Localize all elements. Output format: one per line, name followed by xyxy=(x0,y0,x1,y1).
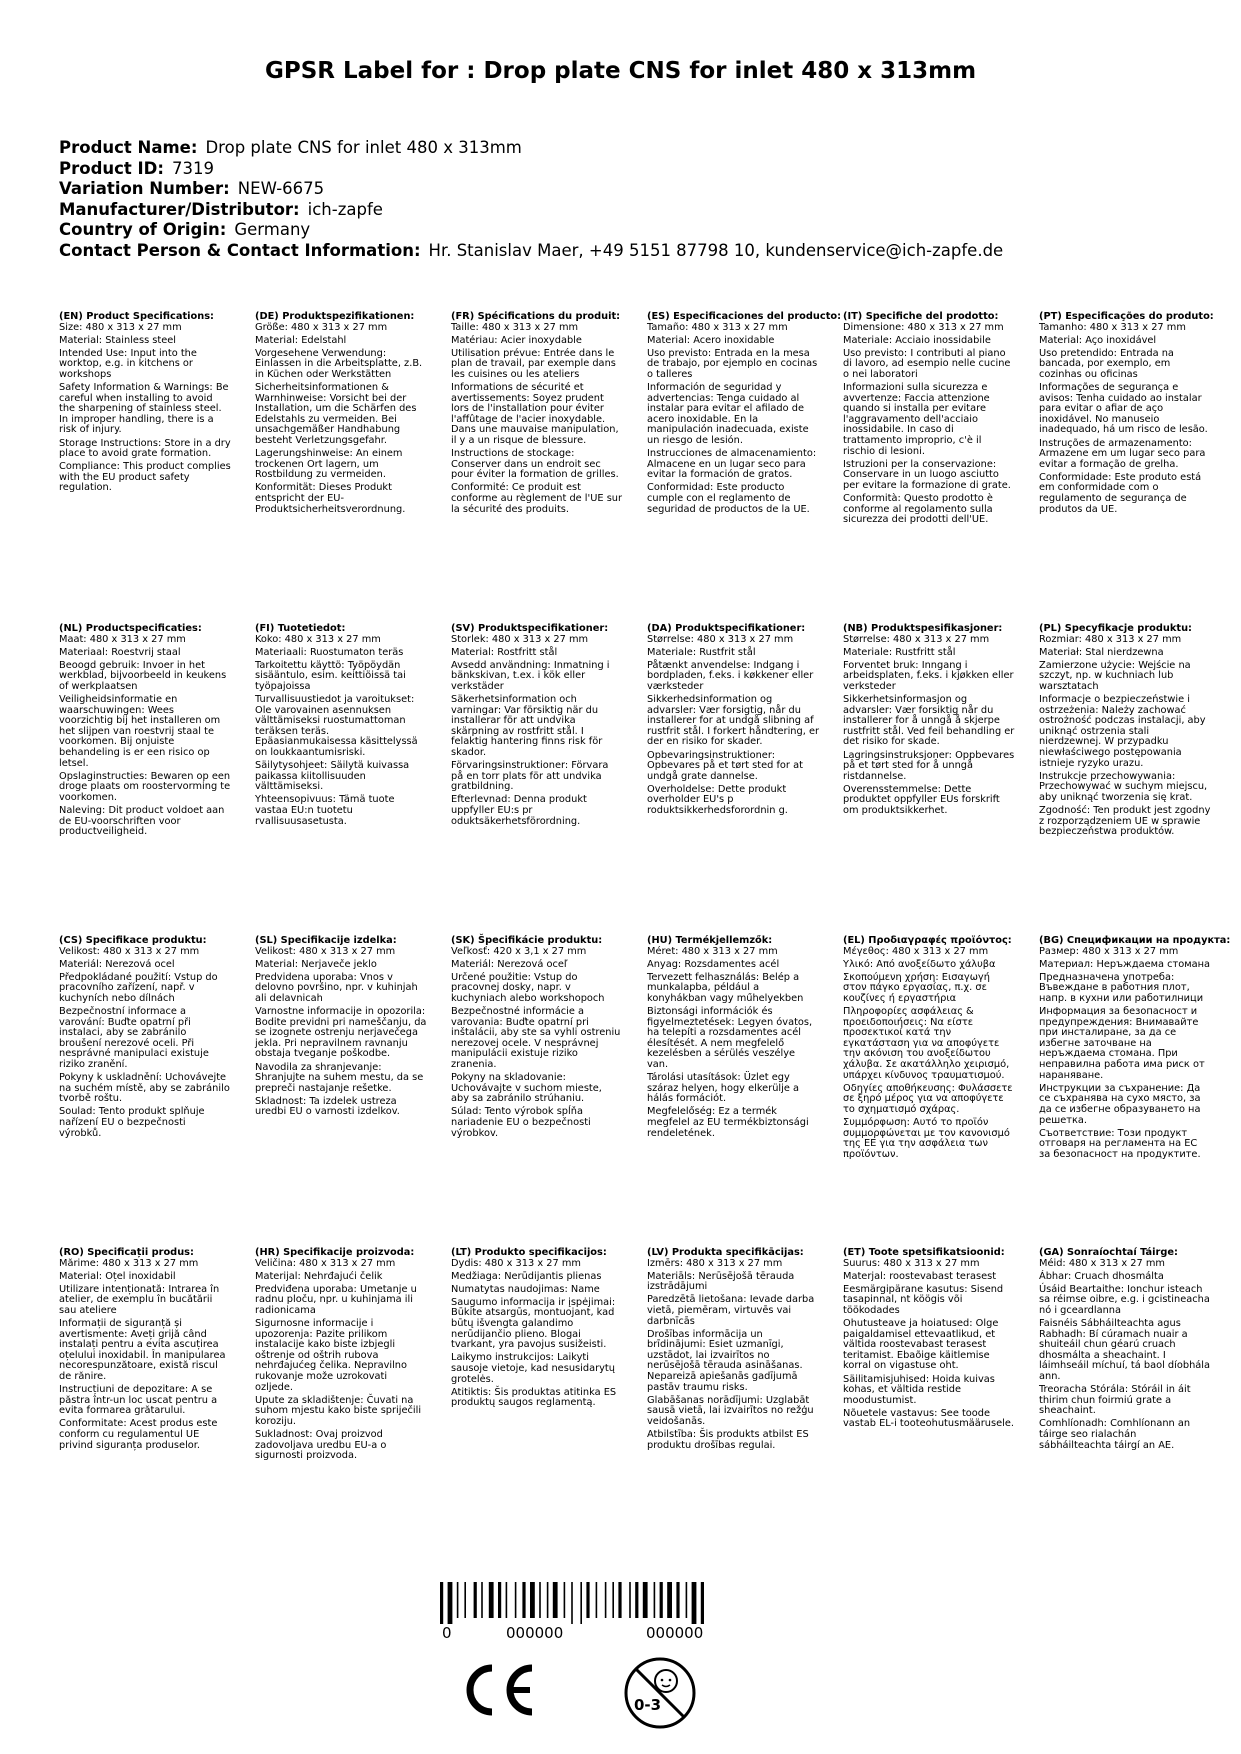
barcode-bar xyxy=(667,1582,672,1618)
spec-line: Материал: Неръждаема стомана xyxy=(1039,958,1211,970)
spec-heading: (PT) Especificações do produto: xyxy=(1039,311,1214,322)
spec-block xyxy=(255,1248,427,1464)
info-label: Product Name: xyxy=(59,138,198,157)
spec-line: Materiāls: Nerūsējošā tērauda izstrādājumi xyxy=(647,1270,795,1293)
spec-line: Πληροφορίες ασφάλειας & προειδοποιήσεις: Να είστε προσεκτικοί κατά την εγκατάσταση για να αποφύγετε την ακόνιση του ανοξείδωτου χάλυβα. Σε ακατάλληλο χειρισμό, υπάρχει κίνδυνος τραυματισμού. xyxy=(843,1006,1010,1081)
barcode-bar xyxy=(506,1582,508,1618)
spec-line: Sicherheitsinformationen & Warnhinweise: Vorsicht bei der Installation, um die Schärfen des Edelstahls zu vermeiden. Bei unsachgemäßer Handhabung besteht Verletzungsgefahr. xyxy=(255,382,417,447)
barcode-bar xyxy=(580,1582,582,1624)
spec-line: Eesmärgipärane kasutus: Sisend tasapinnal, nt köögis või töökodades xyxy=(843,1283,1004,1316)
spec-heading: (EN) Product Specifications: xyxy=(59,311,214,322)
spec-line: Съответствие: Този продукт отговаря на регламента на ЕС за безопасност на продуктите. xyxy=(1039,1127,1201,1160)
spec-line: Méret: 480 x 313 x 27 mm xyxy=(647,945,778,957)
spec-line: Instrukcje przechowywania: Przechowywać w suchym miejscu, aby uniknąć tworzenia się krat. xyxy=(1039,770,1208,803)
barcode-bar xyxy=(612,1582,614,1618)
info-row-product-id xyxy=(59,159,1003,180)
spec-block xyxy=(647,311,842,518)
spec-line: Инструкции за съхранение: Да се съхранява на сухо място, за да се избегне образуването на решетка. xyxy=(1039,1082,1201,1126)
barcode-bar xyxy=(660,1582,663,1618)
spec-line: Σκοπούμενη χρήση: Εισαγωγή στον πάγκο εργασίας, π.χ. σε κουζίνες ή εργαστήρια xyxy=(843,971,990,1004)
spec-line: Size: 480 x 313 x 27 mm xyxy=(59,321,182,333)
spec-line: Größe: 480 x 313 x 27 mm xyxy=(255,321,388,333)
spec-line: Tarkoitettu käyttö: Työpöydän sisääntulo, esim. keittiöissä tai työpajoissa xyxy=(255,659,406,692)
spec-block xyxy=(59,624,231,840)
spec-line: Informations de sécurité et avertissements: Soyez prudent lors de l'installation pour éviter l'affûtage de l'acier inoxydable. Dans une mauvaise manipulation, il y a un risque de blessure. xyxy=(451,382,619,447)
spec-line: Instructions de stockage: Conserver dans un endroit sec pour éviter la formation de grilles. xyxy=(451,448,619,481)
barcode-bar xyxy=(530,1582,535,1618)
spec-line: Veličina: 480 x 313 x 27 mm xyxy=(255,1257,396,1269)
spec-line: Säilytysohjeet: Säilytä kuivassa paikassa kiitollisuuden välttämiseksi. xyxy=(255,760,410,793)
spec-line: Μέγεθος: 480 x 313 x 27 mm xyxy=(843,945,989,957)
spec-line: Safety Information & Warnings: Be careful when installing to avoid the sharpening of stainless steel. In improper handling, there is a risk of injury. xyxy=(59,382,229,436)
barcode-bar xyxy=(586,1582,589,1618)
spec-heading: (BG) Спецификации на продукта: xyxy=(1039,935,1231,946)
spec-line: Materijal: Nehrđajući čelik xyxy=(255,1270,383,1282)
spec-line: Zamierzone użycie: Wejście na szczyt, np. w kuchniach lub warsztatach xyxy=(1039,659,1191,692)
spec-block xyxy=(1039,935,1231,1163)
spec-line: Material: Acero inoxidable xyxy=(647,334,775,346)
barcode-bar xyxy=(457,1582,459,1618)
spec-block xyxy=(451,1248,623,1411)
spec-block xyxy=(451,312,623,518)
spec-line: Soulad: Tento produkt splňuje nařízení EU o bezpečnosti výrobků. xyxy=(59,1106,205,1139)
spec-line: Tamanho: 480 x 313 x 27 mm xyxy=(1039,321,1186,333)
barcode-bar xyxy=(448,1582,453,1624)
spec-line: Uso pretendido: Entrada na bancada, por exemplo, em cozinhas ou oficinas xyxy=(1039,347,1174,380)
age-label: 0-3 xyxy=(634,1696,662,1714)
spec-line: Informacje o bezpieczeństwie i ostrzeżenia: Należy zachować ostrożność podczas instalacji, aby uniknąć ostrzenia stali nierdzewnej. W przypadku niewłaściwego postępowania istnieje ryzyko urazu. xyxy=(1039,694,1206,769)
spec-line: Comhlíonadh: Comhlíonann an táirge seo rialachán sábháilteachta táirgí an AE. xyxy=(1039,1418,1191,1451)
spec-line: Zgodność: Ten produkt jest zgodny z rozporządzeniem UE w sprawie bezpieczeństwa produktów. xyxy=(1039,805,1211,838)
spec-line: Συμμόρφωση: Αυτό το προϊόν συμμορφώνεται με τον κανονισμό της ΕΕ για την ασφάλεια των προϊόντων. xyxy=(843,1117,1010,1160)
barcode-bar xyxy=(489,1582,494,1618)
spec-line: Размер: 480 x 313 x 27 mm xyxy=(1039,945,1179,957)
spec-line: Atbilstība: Šis produkts atbilst ES produktu drošības regulai. xyxy=(647,1429,809,1451)
info-value: Drop plate CNS for inlet 480 x 313mm xyxy=(205,138,522,157)
spec-line: Materjal: roostevabast terasest xyxy=(843,1270,997,1282)
spec-line: Sigurnosne informacije i upozorenja: Pazite prilikom instalacije kako biste izbjegli oštrenje od oštrih rubova nehrđajućeg čelika. Nepravilno rukovanje može uzrokovati ozljede. xyxy=(255,1318,408,1393)
spec-line: Förvaringsinstruktioner: Förvara på en torr plats för att undvika gratbildning. xyxy=(451,760,609,793)
spec-line: Matériau: Acier inoxydable xyxy=(451,334,582,346)
spec-line: Beoogd gebruik: Invoer in het werkblad, bijvoorbeeld in keukens of werkplaatsen xyxy=(59,659,227,692)
spec-line: Conformité: Ce produit est conforme au règlement de l'UE sur la sécurité des produits. xyxy=(451,482,623,515)
info-value: NEW-6675 xyxy=(237,179,325,198)
barcode-bar xyxy=(571,1582,573,1624)
spec-line: Informații de siguranță și avertismente: Aveți grijă când instalați pentru a evita ascuțirea oțelului inoxidabil. În manipularea necorespunzătoare, există riscul de rănire. xyxy=(59,1318,226,1383)
spec-heading: (LT) Produkto specifikacijos: xyxy=(451,1247,607,1258)
spec-line: Predviđena uporaba: Umetanje u radnu ploču, npr. u kuhinjama ili radionicama xyxy=(255,1283,417,1316)
barcode-bar xyxy=(618,1582,621,1618)
spec-line: Информация за безопасност и предупреждения: Внимавайте при инсталиране, за да се избегне заточване на неръждаема стомана. При неправилна работа има риск от нараняване. xyxy=(1039,1006,1205,1081)
spec-line: Informazioni sulla sicurezza e avvertenze: Faccia attenzione quando si installa per evitare l'aggravamento dell'acciaio inossidabile. In caso di trattamento improprio, c'è il rischio di lesioni. xyxy=(843,382,990,457)
barcode-bar xyxy=(547,1582,549,1618)
info-label: Manufacturer/Distributor: xyxy=(59,199,300,219)
spec-block xyxy=(451,624,623,830)
spec-line: Material: Oțel inoxidabil xyxy=(59,1270,176,1282)
barcode xyxy=(438,1582,768,1624)
spec-line: Veiligheidsinformatie en waarschuwingen: Wees voorzichtig bij het installeren om het slijpen van roestvrij staal te voorkomen. Bij onjuiste behandeling is er een risico op letsel. xyxy=(59,694,221,769)
spec-line: Saugumo informacija ir įspėjimai: Būkite atsargūs, montuojant, kad būtų išvengta galandimo nerūdijančio plieno. Blogai tvarkant, yra pavojus susižeisti. xyxy=(451,1296,616,1351)
spec-line: Dydis: 480 x 313 x 27 mm xyxy=(451,1257,581,1269)
spec-line: Predvidena uporaba: Vnos v delovno površino, npr. v kuhinjah ali delavnicah xyxy=(255,971,418,1004)
info-label: Country of Origin: xyxy=(59,220,227,239)
barcode-bar xyxy=(654,1582,656,1618)
spec-block xyxy=(59,936,231,1142)
spec-line: Suurus: 480 x 313 x 27 mm xyxy=(843,1257,980,1269)
spec-line: Materiale: Rustfrit stål xyxy=(647,646,756,658)
product-info xyxy=(59,138,1003,261)
spec-block xyxy=(59,1248,231,1454)
spec-line: Numatytas naudojimas: Name xyxy=(451,1283,600,1295)
info-value: ich-zapfe xyxy=(307,199,383,219)
spec-line: Úsáid Beartaithe: Ionchur isteach sa réimse oibre, e.g. i gcistineacha nó i gceardlanna xyxy=(1039,1283,1210,1316)
spec-line: Glabāšanas norādījumi: Uzglabāt sausā vietā, lai izvairītos no režģu veidošanās. xyxy=(647,1394,814,1427)
spec-line: Påtænkt anvendelse: Indgang i bordpladen, f.eks. i køkkener eller værksteder xyxy=(647,659,814,692)
spec-line: Materiale: Acciaio inossidabile xyxy=(843,334,991,346)
spec-line: Faisnéis Sábháilteachta agus Rabhadh: Bí cúramach nuair a shuiteáil chun géarú cruach dhosmálta a sheachaint. I láimhseáil míchuí, tá baol díobhála ann. xyxy=(1039,1318,1211,1383)
spec-line: Méid: 480 x 313 x 27 mm xyxy=(1039,1257,1165,1269)
spec-block xyxy=(59,312,231,497)
barcode-bar xyxy=(564,1582,566,1618)
spec-line: Overholdelse: Dette produkt overholder EU's p roduktsikkerhedsforordnin g. xyxy=(647,783,788,816)
spec-block xyxy=(1039,624,1211,840)
spec-line: Koko: 480 x 313 x 27 mm xyxy=(255,633,381,645)
spec-heading: (RO) Specificații produs: xyxy=(59,1247,194,1258)
spec-line: Turvallisuustiedot ja varoitukset: Ole varovainen asennuksen välttämiseksi ruostumattoman teräksen teräs. Epäasianmukaisessa käsittelyssä on loukkaantumisriski. xyxy=(255,694,418,759)
spec-heading: (SL) Specifikacije izdelka: xyxy=(255,935,397,946)
barcode-bar xyxy=(464,1582,466,1618)
spec-line: Pokyny k uskladnění: Uchovávejte na suchém místě, aby se zabránilo tvorbě roštu. xyxy=(59,1072,230,1105)
info-value: Hr. Stanislav Maer, +49 5151 87798 10, kundenservice@ich-zapfe.de xyxy=(428,240,1004,260)
spec-line: Biztonsági információk és figyelmeztetések: Legyen óvatos, ha telepíti a rozsdamentes acél élesítését. A nem megfelelő kezelésben a sérülés veszélye van. xyxy=(647,1006,813,1071)
spec-line: Atitiktis: Šis produktas atitinka ES produktų saugos reglamentą. xyxy=(451,1386,617,1409)
spec-heading: (NB) Produktspesifikasjoner: xyxy=(843,623,1003,634)
spec-heading: (FI) Tuotetiedot: xyxy=(255,623,346,634)
spec-line: Conformità: Questo prodotto è conforme al regolamento sulla sicurezza dei prodotti dell'UE. xyxy=(843,493,993,526)
page-title: GPSR Label for : Drop plate CNS for inlet 480 x 313mm xyxy=(264,58,977,84)
barcode-bar xyxy=(440,1582,443,1624)
spec-heading: (ET) Toote spetsifikatsioonid: xyxy=(843,1247,1005,1258)
spec-line: Información de seguridad y advertencias: Tenga cuidado al instalar para evitar el afilado de acero inoxidable. En la manipulación inadecuada, existe un riesgo de lesión. xyxy=(647,382,809,447)
spec-line: Lagringsinstruksjoner: Oppbevares på et tørt sted for å unngå ristdannelse. xyxy=(843,749,1015,782)
spec-line: Navodila za shranjevanje: Shranjujte na suhem mestu, da se prepreči nastajanje rešetke. xyxy=(255,1061,424,1094)
barcode-number-mid: 000000 xyxy=(506,1624,564,1642)
spec-line: Předpokládané použití: Vstup do pracovního zařízení, např. v kuchyních nebo dílnách xyxy=(59,971,218,1004)
spec-line: Materiał: Stal nierdzewna xyxy=(1039,646,1164,658)
spec-block xyxy=(1039,1248,1211,1454)
spec-line: Størrelse: 480 x 313 x 27 mm xyxy=(843,633,990,645)
spec-block xyxy=(255,936,427,1121)
spec-line: Efterlevnad: Denna produkt uppfyller EU:s pr oduktsäkerhetsförordning. xyxy=(451,794,587,827)
spec-line: Skladnost: Ta izdelek ustreza uredbi EU o varnosti izdelkov. xyxy=(255,1095,400,1118)
spec-block xyxy=(255,312,427,518)
spec-line: Materiaali: Ruostumaton teräs xyxy=(255,646,404,658)
info-row-product-name xyxy=(59,138,1003,159)
spec-heading: (NL) Productspecificaties: xyxy=(59,623,202,634)
barcode-bar xyxy=(481,1582,483,1618)
spec-line: Ábhar: Cruach dhosmálta xyxy=(1039,1270,1164,1282)
spec-line: Vorgesehene Verwendung: Einlassen in die Arbeitsplatte, z.B. in Küchen oder Werkstätten xyxy=(255,347,423,380)
spec-line: Maat: 480 x 313 x 27 mm xyxy=(59,633,186,645)
spec-line: Avsedd användning: Inmatning i bänkskivan, t.ex. i kök eller verkstäder xyxy=(451,659,610,692)
spec-line: Instruções de armazenamento: Armazene em um lugar seco para evitar a formação de grelha. xyxy=(1039,437,1206,470)
spec-line: Storlek: 480 x 313 x 27 mm xyxy=(451,633,589,645)
spec-heading: (SK) Špecifikácie produktu: xyxy=(451,935,603,946)
spec-line: Rozmiar: 480 x 313 x 27 mm xyxy=(1039,633,1182,645)
spec-line: Säkerhetsinformation och varningar: Var försiktig när du installerar för att undvika skärpning av rostfritt stål. I felaktig hantering finns risk för skador. xyxy=(451,694,603,759)
spec-heading: (DE) Produktspezifikationen: xyxy=(255,311,415,322)
info-label: Variation Number: xyxy=(59,179,230,198)
info-label: Product ID: xyxy=(59,158,164,178)
barcode-bar xyxy=(515,1582,517,1618)
spec-line: Conformidade: Este produto está em conformidade com o regulamento de segurança de produtos da UE. xyxy=(1039,471,1202,515)
spec-block xyxy=(647,1248,819,1454)
info-row-country xyxy=(59,220,1003,241)
spec-heading: (HU) Termékjellemzők: xyxy=(647,935,773,946)
spec-line: Sikkerhetsinformasjon og advarsler: Vær forsiktig når du installerer for å unngå å skjerpe rustfritt stål. Ved feil behandling er det risiko for skade. xyxy=(843,694,1015,748)
spec-line: Ohutusteave ja hoiatused: Olge paigaldamisel ettevaatlikud, et vältida roostevabast terasest teritamist. Ebaõige käitlemise korral on vigastuse oht. xyxy=(843,1318,999,1372)
spec-line: Informações de segurança e avisos: Tenha cuidado ao instalar para evitar o afiar de aço inoxidável. No manuseio inadequado, há um risco de lesão. xyxy=(1039,382,1208,436)
spec-line: Konformität: Dieses Produkt entspricht der EU-Produktsicherheitsverordnung. xyxy=(255,482,406,515)
spec-line: Material: Stainless steel xyxy=(59,334,177,346)
spec-line: Varnostne informacije in opozorila: Bodite previdni pri nameščanju, da se izognete ostrenju nerjavečega jekla. Pri nepravilnem ravnanju obstaja tveganje poškodbe. xyxy=(255,1006,427,1060)
spec-line: Material: Nerjaveče jeklo xyxy=(255,958,377,970)
spec-line: Materiál: Nerezová ocel xyxy=(59,958,175,970)
spec-line: Uso previsto: Entrada en la mesa de trabajo, por ejemplo en cocinas o talleres xyxy=(647,347,818,380)
spec-line: Compliance: This product complies with the EU product safety regulation. xyxy=(59,461,231,494)
spec-line: Lagerungshinweise: An einem trockenen Ort lagern, um Rostbildung zu vermeiden. xyxy=(255,448,403,481)
spec-block xyxy=(647,624,819,819)
barcode-bar xyxy=(553,1582,558,1618)
barcode-bar xyxy=(605,1582,607,1618)
info-row-contact xyxy=(59,241,1003,262)
spec-line: Opbevaringsinstruktioner: Opbevares på et tørt sted for at undgå grate dannelse. xyxy=(647,749,803,782)
spec-line: Mărime: 480 x 313 x 27 mm xyxy=(59,1257,199,1269)
spec-line: Súlad: Tento výrobok spĺňa nariadenie EU o bezpečnosti výrobkov. xyxy=(451,1106,591,1139)
spec-line: Určené použitie: Vstup do pracovnej dosky, napr. v kuchyniach alebo workshopoch xyxy=(451,971,605,1004)
spec-line: Laikymo instrukcijos: Laikyti sausoje vietoje, kad nesusidarytų grotelės. xyxy=(451,1352,615,1385)
spec-line: Yhteensopivuus: Tämä tuote vastaa EU:n tuotetu rvallisuusasetusta. xyxy=(255,794,395,827)
spec-block xyxy=(843,312,1015,528)
barcode-bar xyxy=(635,1582,638,1618)
spec-heading: (GA) Sonraíochtaí Táirge: xyxy=(1039,1247,1178,1258)
spec-block xyxy=(647,936,819,1142)
spec-line: Instrucciones de almacenamiento: Almacene en un lugar seco para evitar la formación de gratos. xyxy=(647,448,817,481)
spec-line: Materiaal: Roestvrij staal xyxy=(59,646,181,658)
spec-line: Medžiaga: Nerūdijantis plienas xyxy=(451,1270,602,1282)
spec-line: Υλικό: Από ανοξείδωτο χάλυβα xyxy=(843,958,996,970)
spec-line: Forventet bruk: Inngang i arbeidsplaten, f.eks. i kjøkken eller verksteder xyxy=(843,659,1014,692)
barcode-bar xyxy=(596,1582,598,1618)
spec-line: Uso previsto: I contributi al piano di lavoro, ad esempio nelle cucine o nei laboratori xyxy=(843,347,1011,380)
spec-line: Bezpečnostní informace a varování: Buďte opatrní při instalaci, aby se zabránilo broušení nerezové oceli. Při nesprávné manipulaci existuje riziko zranění. xyxy=(59,1006,209,1071)
spec-line: Upute za skladištenje: Čuvati na suhom mjestu kako biste spriječili koroziju. xyxy=(255,1394,422,1427)
spec-line: Οδηγίες αποθήκευσης: Φυλάσσετε σε ξηρό μέρος για να αποφύγετε το σχηματισμό σχάρας. xyxy=(843,1082,1013,1115)
spec-line: Intended Use: Input into the worktop, e.g. in kitchens or workshops xyxy=(59,347,197,380)
info-row-manufacturer xyxy=(59,200,1003,221)
barcode-number-right: 000000 xyxy=(646,1624,704,1642)
spec-line: Materiál: Nerezová oceľ xyxy=(451,958,568,970)
spec-line: Conformitate: Acest produs este conform cu regulamentul UE privind siguranța produselor. xyxy=(59,1418,218,1451)
spec-line: Conformidad: Este producto cumple con el reglamento de seguridad de productos de la UE. xyxy=(647,482,810,515)
spec-block xyxy=(843,624,1015,819)
spec-line: Utilizare intenționată: Intrarea în atelier, de exemplu în bucătării sau ateliere xyxy=(59,1283,220,1316)
info-value: Germany xyxy=(234,220,311,239)
spec-heading: (EL) Προδιαγραφές προϊόντος: xyxy=(843,935,1012,946)
spec-heading: (PL) Specyfikacje produktu: xyxy=(1039,623,1192,634)
barcode-bar xyxy=(474,1582,477,1618)
spec-heading: (HR) Specifikacije proizvoda: xyxy=(255,1247,415,1258)
spec-line: Nõuetele vastavus: See toode vastab EL-i tooteohutusmäärusele. xyxy=(843,1407,1014,1430)
spec-line: Tárolási utasítások: Üzlet egy száraz helyen, hogy elkerülje a hálás formációt. xyxy=(647,1072,800,1105)
spec-line: Opslaginstructies: Bewaren op een droge plaats om roostervorming te voorkomen. xyxy=(59,770,231,803)
spec-line: Taille: 480 x 313 x 27 mm xyxy=(451,321,579,333)
spec-heading: (SV) Produktspecifikationer: xyxy=(451,623,609,634)
barcode-bar xyxy=(701,1582,704,1624)
barcode-bar xyxy=(522,1582,525,1618)
spec-heading: (ES) Especificaciones del producto: xyxy=(647,311,842,322)
barcode-number-left: 0 xyxy=(442,1624,452,1642)
spec-line: Sukladnost: Ovaj proizvod zadovoljava uredbu EU-a o sigurnosti proizvoda. xyxy=(255,1429,387,1462)
spec-block xyxy=(843,1248,1015,1433)
spec-line: Overensstemmelse: Dette produktet oppfyller EUs forskrift om produktsikkerhet. xyxy=(843,783,1000,816)
spec-line: Dimensione: 480 x 313 x 27 mm xyxy=(843,321,1004,333)
spec-heading: (DA) Produktspecifikationer: xyxy=(647,623,806,634)
barcode-bar xyxy=(686,1582,688,1618)
spec-line: Предназначена употреба: Въвеждане в работния плот, напр. в кухни или работилници xyxy=(1039,971,1204,1004)
spec-line: Megfelelőség: Ez a termék megfelel az EU termékbiztonsági rendeletének. xyxy=(647,1106,809,1139)
spec-line: Sikkerhedsinformation og advarsler: Vær forsigtig, når du installerer for at undgå slibning af rustfrit stål. I forkert håndtering, er der en risiko for skader. xyxy=(647,694,820,748)
spec-line: Säilitamisjuhised: Hoida kuivas kohas, et vältida restide moodustumist. xyxy=(843,1373,995,1406)
spec-line: Izmērs: 480 x 313 x 27 mm xyxy=(647,1257,783,1269)
info-row-variation-number xyxy=(59,179,1003,200)
spec-line: Bezpečnostné informácie a varovania: Buďte opatrní pri inštalácii, aby ste sa vyhli ostreniu nerezovej ocele. V nesprávnej manipulácii existuje riziko zranenia. xyxy=(451,1006,621,1071)
age-warning-0-3-icon xyxy=(622,1655,698,1731)
spec-line: Anyag: Rozsdamentes acél xyxy=(647,958,780,970)
spec-heading: (LV) Produkta specifikācijas: xyxy=(647,1247,804,1258)
spec-block xyxy=(451,936,623,1142)
spec-heading: (FR) Spécifications du produit: xyxy=(451,311,621,322)
spec-line: Material: Edelstahl xyxy=(255,334,347,346)
spec-line: Naleving: Dit product voldoet aan de EU-voorschriften voor productveiligheid. xyxy=(59,805,225,838)
spec-line: Drošības informācija un brīdinājumi: Esiet uzmanīgi, uzstādot, lai izvairītos no nerūsējošā tērauda asināšanas. Nepareizā apiešanās gadījumā pastāv traumu risks. xyxy=(647,1328,803,1393)
info-value: 7319 xyxy=(171,158,214,178)
barcode-bar xyxy=(539,1582,541,1618)
spec-line: Størrelse: 480 x 313 x 27 mm xyxy=(647,633,794,645)
spec-line: Pokyny na skladovanie: Uchovávajte v suchom mieste, aby sa zabránilo strúhaniu. xyxy=(451,1072,602,1105)
barcode-bar xyxy=(643,1582,648,1618)
spec-block xyxy=(843,936,1015,1163)
barcode-bar xyxy=(498,1582,501,1618)
spec-block xyxy=(255,624,427,830)
spec-heading: (IT) Specifiche del prodotto: xyxy=(843,311,999,322)
spec-line: Utilisation prévue: Entrée dans le plan de travail, par exemple dans les cuisines ou les ateliers xyxy=(451,347,616,380)
spec-line: Velikost: 480 x 313 x 27 mm xyxy=(59,945,200,957)
spec-line: Materiale: Rustfritt stål xyxy=(843,646,956,658)
barcode-bar xyxy=(629,1582,631,1618)
info-label: Contact Person & Contact Information: xyxy=(59,240,421,260)
barcode-bar xyxy=(676,1582,679,1618)
spec-line: Velikost: 480 x 313 x 27 mm xyxy=(255,945,396,957)
spec-heading: (CS) Specifikace produktu: xyxy=(59,935,207,946)
spec-block xyxy=(1039,311,1214,518)
spec-line: Treoracha Stórála: Stóráil in áit thirim chun foirmiú grate a sheachaint. xyxy=(1039,1384,1191,1417)
spec-line: Material: Rostfritt stål xyxy=(451,646,558,658)
spec-line: Storage Instructions: Store in a dry place to avoid grate formation. xyxy=(59,437,231,460)
spec-line: Tamaño: 480 x 313 x 27 mm xyxy=(647,321,788,333)
spec-line: Paredzētā lietošana: Ievade darba vietā, piemēram, virtuvēs vai darbnīcās xyxy=(647,1294,815,1327)
spec-line: Istruzioni per la conservazione: Conservare in un luogo asciutto per evitare la formazione di grate. xyxy=(843,458,1011,491)
barcode-bar xyxy=(692,1582,697,1624)
spec-line: Material: Aço inoxidável xyxy=(1039,334,1157,346)
spec-line: Tervezett felhasználás: Belép a munkalapba, például a konyhákban vagy műhelyekben xyxy=(647,971,804,1004)
spec-line: Veľkosť: 420 x 3,1 x 27 mm xyxy=(451,945,587,957)
ce-mark-icon xyxy=(458,1662,538,1718)
spec-line: Instrucțiuni de depozitare: A se păstra într-un loc uscat pentru a evita formarea grătarului. xyxy=(59,1384,218,1417)
